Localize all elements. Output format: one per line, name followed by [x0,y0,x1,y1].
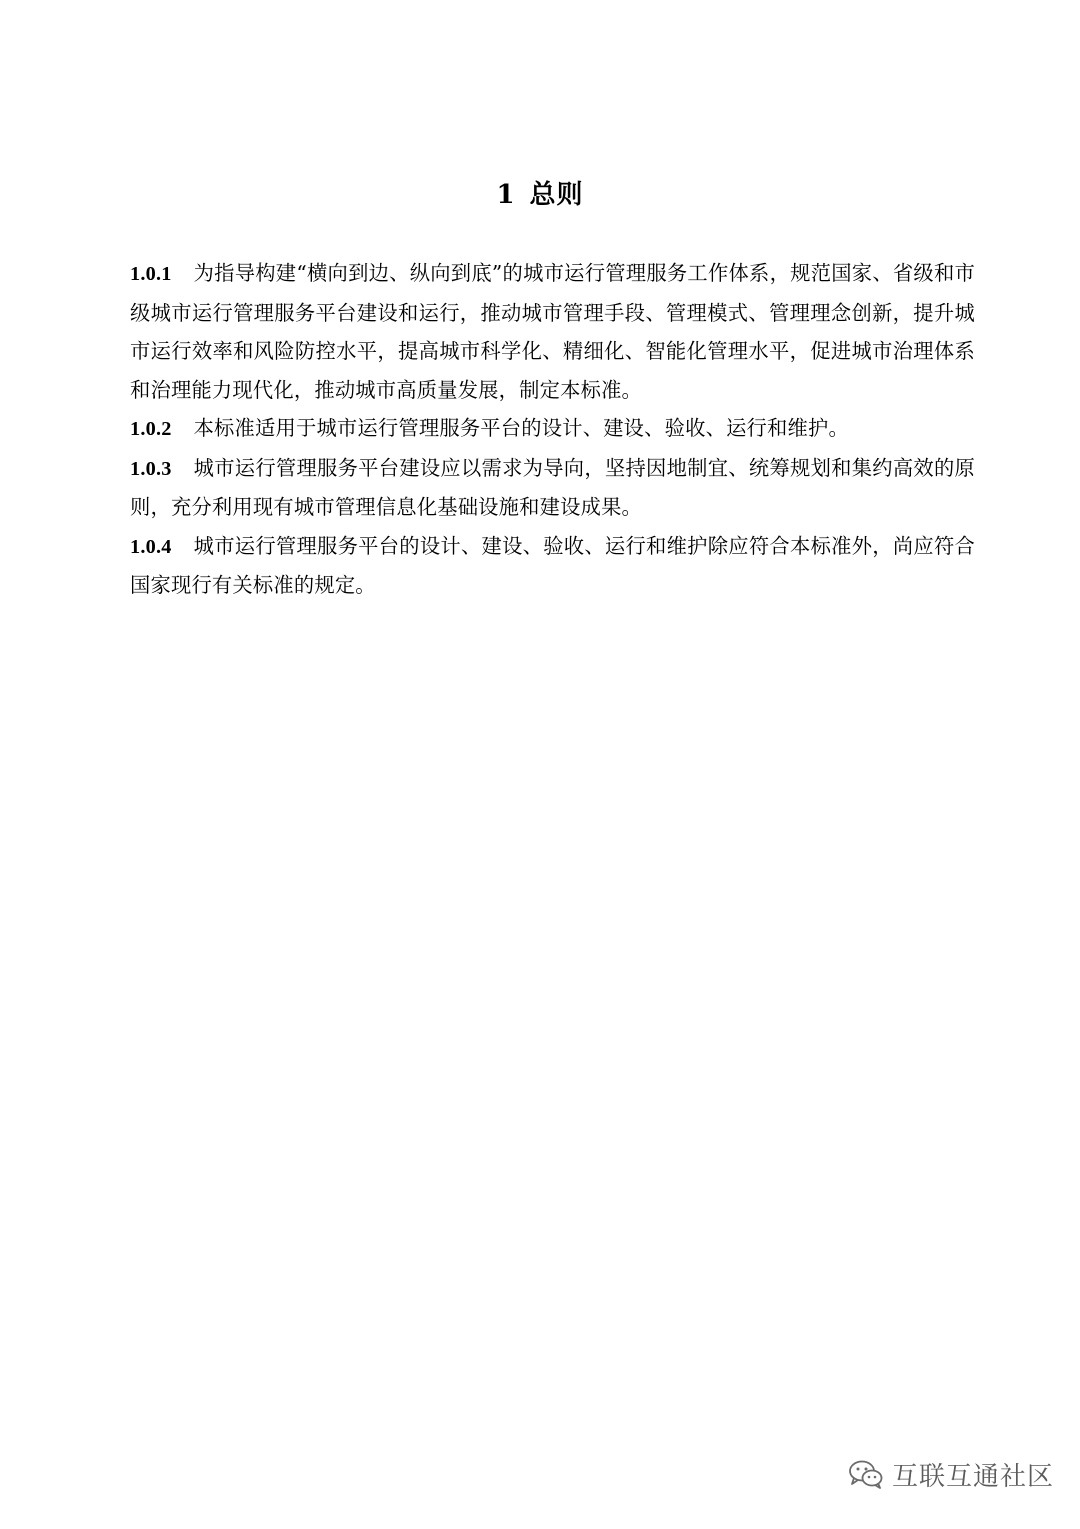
chapter-body [130,254,975,605]
wechat-icon [848,1459,884,1489]
clause-text: 城市运行管理服务平台建设应以需求为导向，坚持因地制宜、统筹规划和集约高效的原则，充分利用现有城市管理信息化基础设施和建设成果。 [130,455,975,519]
clause-number: 1.0.4 [130,535,172,558]
chapter-title-text: 总则 [529,180,584,210]
chapter-number: 1 [496,180,516,210]
watermark [848,1454,1054,1494]
clause-text: 为指导构建“横向到边、纵向到底”的城市运行管理服务工作体系，规范国家、省级和市级城市运行管理服务平台建设和运行，推动城市管理手段、管理模式、管理理念创新，提升城市运行效率和风险防控水平，提高城市科学化、精细化、智能化管理水平，促进城市治理体系和治理能力现代化，推动城市高质量发展，制定本标准。 [130,261,975,402]
clause-1-0-3 [130,449,975,527]
clause-text: 本标准适用于城市运行管理服务平台的设计、建设、验收、运行和维护。 [193,416,849,440]
clause-1-0-1 [130,254,975,409]
clause-1-0-4 [130,527,975,605]
chapter-title [0,174,1080,211]
clause-number: 1.0.3 [130,457,172,480]
clause-text: 城市运行管理服务平台的设计、建设、验收、运行和维护除应符合本标准外，尚应符合国家现行有关标准的规定。 [130,533,975,597]
watermark-text: 互联互通社区 [892,1461,1055,1492]
clause-number: 1.0.1 [130,263,172,285]
clause-number: 1.0.2 [130,418,172,440]
clause-1-0-2 [130,409,975,449]
